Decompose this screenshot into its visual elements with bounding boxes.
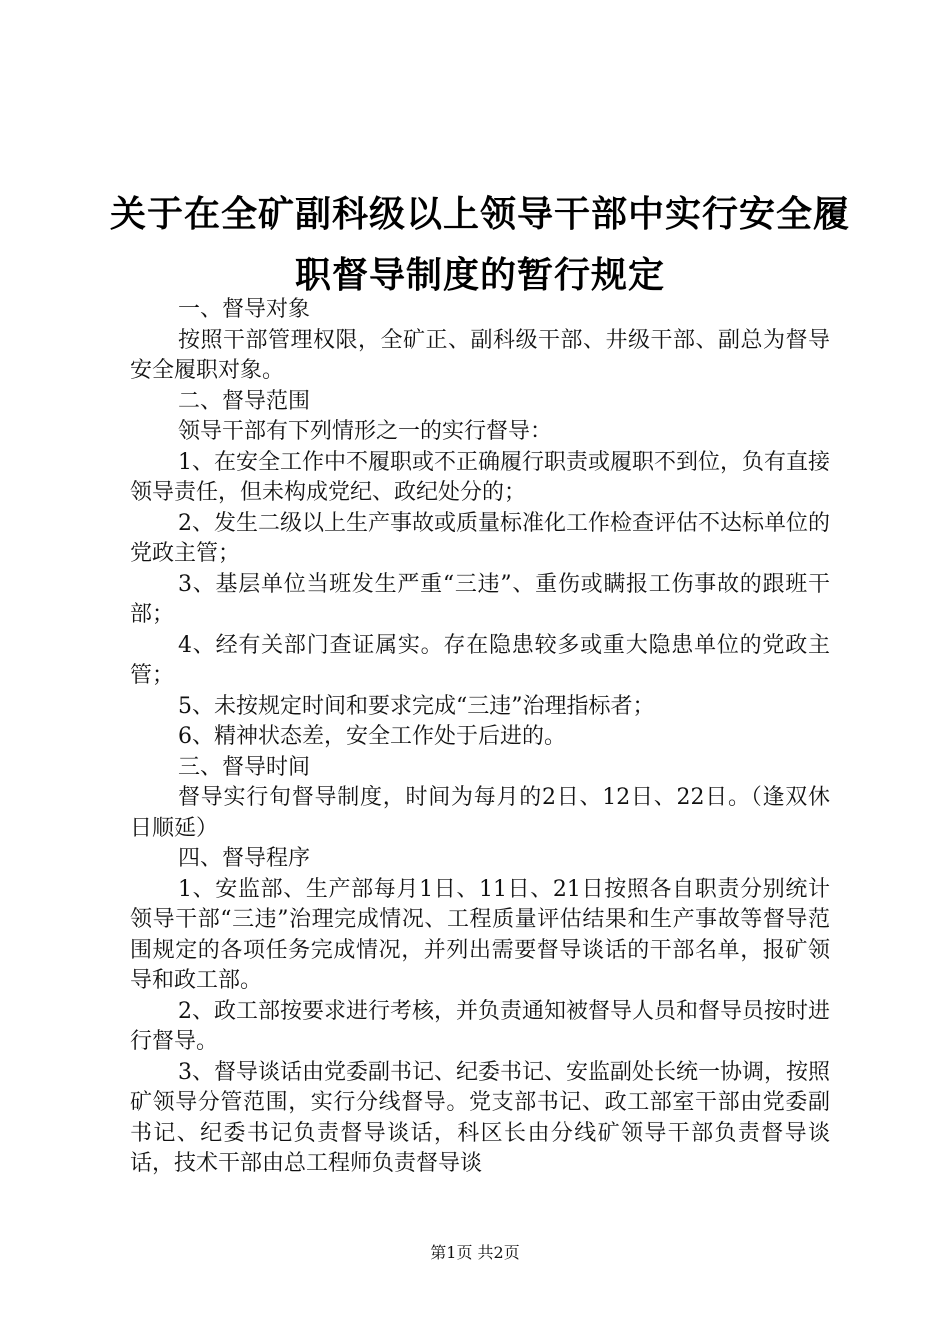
- document-body: [130, 295, 830, 1180]
- list-item: 5、未按规定时间和要求完成“三违”治理指标者；: [178, 693, 655, 719]
- section-heading-time: 三、督导时间: [178, 754, 311, 780]
- list-item: 1、安监部、生产部每月1日、11日、21日按照各自职责分别统计领导干部“三违”治理完成情况、工程质量评估结果和生产事故等督导范围规定的各项任务完成情况，并列出需要督导谈话的干部名单，报矿领导和政工部。: [130, 876, 830, 993]
- list-item: 2、发生二级以上生产事故或质量标准化工作检查评估不达标单位的党政主管；: [130, 510, 830, 566]
- document-title-line-1: 关于在全矿副科级以上领导干部中实行安全履: [110, 194, 851, 235]
- paragraph: 按照干部管理权限，全矿正、副科级干部、井级干部、副总为督导安全履职对象。: [130, 327, 830, 383]
- list-item: 1、在安全工作中不履职或不正确履行职责或履职不到位，负有直接领导责任，但未构成党纪、政纪处分的；: [130, 449, 830, 505]
- page-footer: 第1页 共2页: [430, 1243, 520, 1262]
- list-item: 3、基层单位当班发生严重“三违”、重伤或瞒报工伤事故的跟班干部；: [130, 571, 830, 627]
- document-title-line-2: 职督导制度的暂行规定: [294, 255, 665, 296]
- paragraph: 督导实行旬督导制度，时间为每月的2日、12日、22日。（逢双休日顺延）: [130, 785, 830, 841]
- section-heading-scope: 二、督导范围: [178, 388, 311, 414]
- list-item: 2、政工部按要求进行考核，并负责通知被督导人员和督导员按时进行督导。: [130, 998, 830, 1054]
- section-heading-targets: 一、督导对象: [178, 297, 311, 322]
- paragraph: 领导干部有下列情形之一的实行督导：: [178, 419, 553, 444]
- section-heading-procedure: 四、督导程序: [178, 846, 311, 871]
- list-item: 3、督导谈话由党委副书记、纪委书记、安监副处长统一协调，按照矿领导分管范围，实行分线督导。党支部书记、政工部室干部由党委副书记、纪委书记负责督导谈话，科区长由分线矿领导干部负责督导谈话，技术干部由总工程师负责督导谈: [130, 1059, 830, 1176]
- list-item: 4、经有关部门查证属实。存在隐患较多或重大隐患单位的党政主管；: [130, 632, 830, 688]
- list-item: 6、精神状态差，安全工作处于后进的。: [178, 724, 566, 749]
